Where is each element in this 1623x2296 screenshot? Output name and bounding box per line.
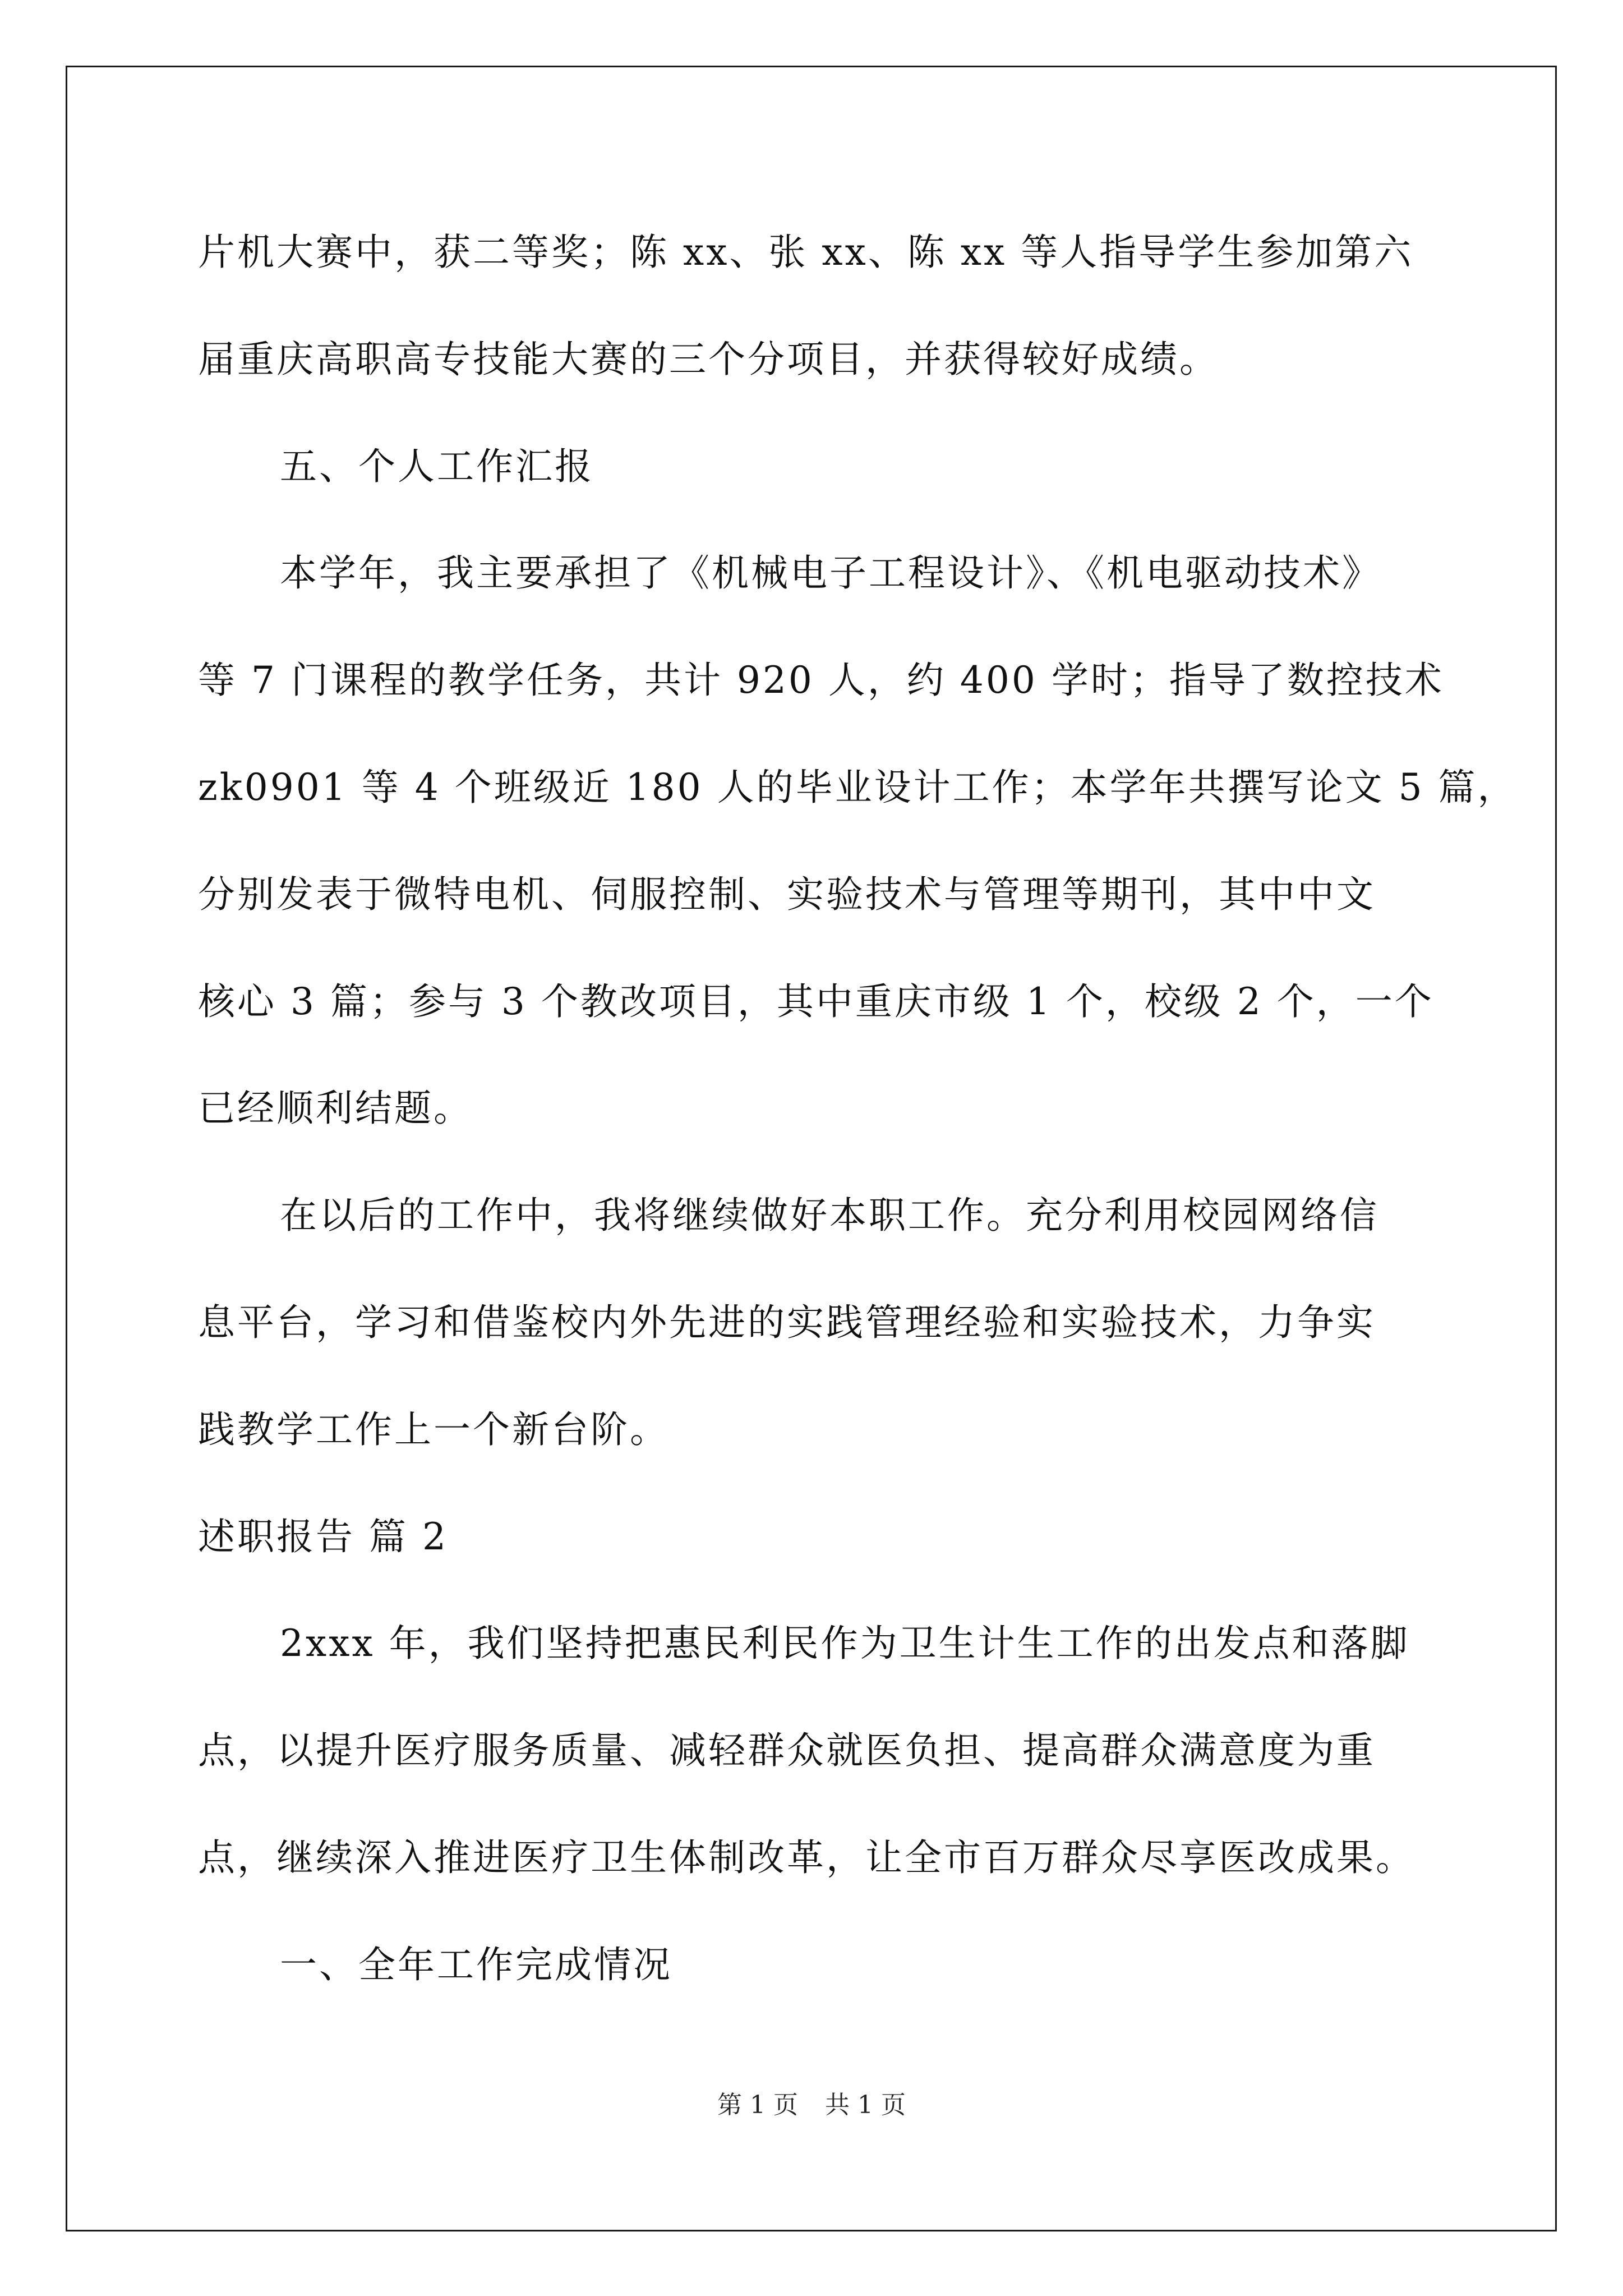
paragraph-line: 2xxx 年，我们坚持把惠民利民作为卫生计生工作的出发点和落脚 xyxy=(280,1622,1410,1665)
section-heading: 一、全年工作完成情况 xyxy=(280,1943,672,1986)
section-heading: 五、个人工作汇报 xyxy=(280,445,594,488)
page-footer xyxy=(0,2085,1623,2120)
paragraph-line: 核心 3 篇；参与 3 个教改项目，其中重庆市级 1 个，校级 2 个，一个 xyxy=(198,980,1434,1023)
paragraph-line: 分别发表于微特电机、伺服控制、实验技术与管理等期刊，其中中文 xyxy=(198,873,1376,916)
paragraph-line: 点，以提升医疗服务质量、减轻群众就医负担、提高群众满意度为重 xyxy=(198,1729,1376,1772)
paragraph-line: 践教学工作上一个新台阶。 xyxy=(198,1408,669,1451)
page-total: 共 1 页 xyxy=(825,2091,906,2119)
paragraph-line: 本学年，我主要承担了《机械电子工程设计》、《机电驱动技术》 xyxy=(280,551,1381,595)
report-title: 述职报告 篇 2 xyxy=(198,1515,448,1558)
paragraph-line: 已经顺利结题。 xyxy=(198,1087,473,1130)
paragraph-line: 息平台，学习和借鉴校内外先进的实践管理经验和实验技术，力争实 xyxy=(198,1301,1376,1344)
paragraph-line: 点，继续深入推进医疗卫生体制改革，让全市百万群众尽享医改成果。 xyxy=(198,1836,1415,1879)
paragraph-line: 等 7 门课程的教学任务，共计 920 人，约 400 学时；指导了数控技术 xyxy=(198,659,1444,702)
page-border xyxy=(66,66,1557,2231)
paragraph-line: 片机大赛中，获二等奖；陈 xx、张 xx、陈 xx 等人指导学生参加第六 xyxy=(198,231,1414,274)
page-number: 第 1 页 xyxy=(717,2091,798,2119)
paragraph-line: 在以后的工作中，我将继续做好本职工作。充分利用校园网络信 xyxy=(280,1194,1379,1237)
paragraph-line: zk0901 等 4 个班级近 180 人的毕业设计工作；本学年共撰写论文 5 篇， xyxy=(198,766,1517,809)
paragraph-line: 届重庆高职高专技能大赛的三个分项目，并获得较好成绩。 xyxy=(198,338,1219,381)
